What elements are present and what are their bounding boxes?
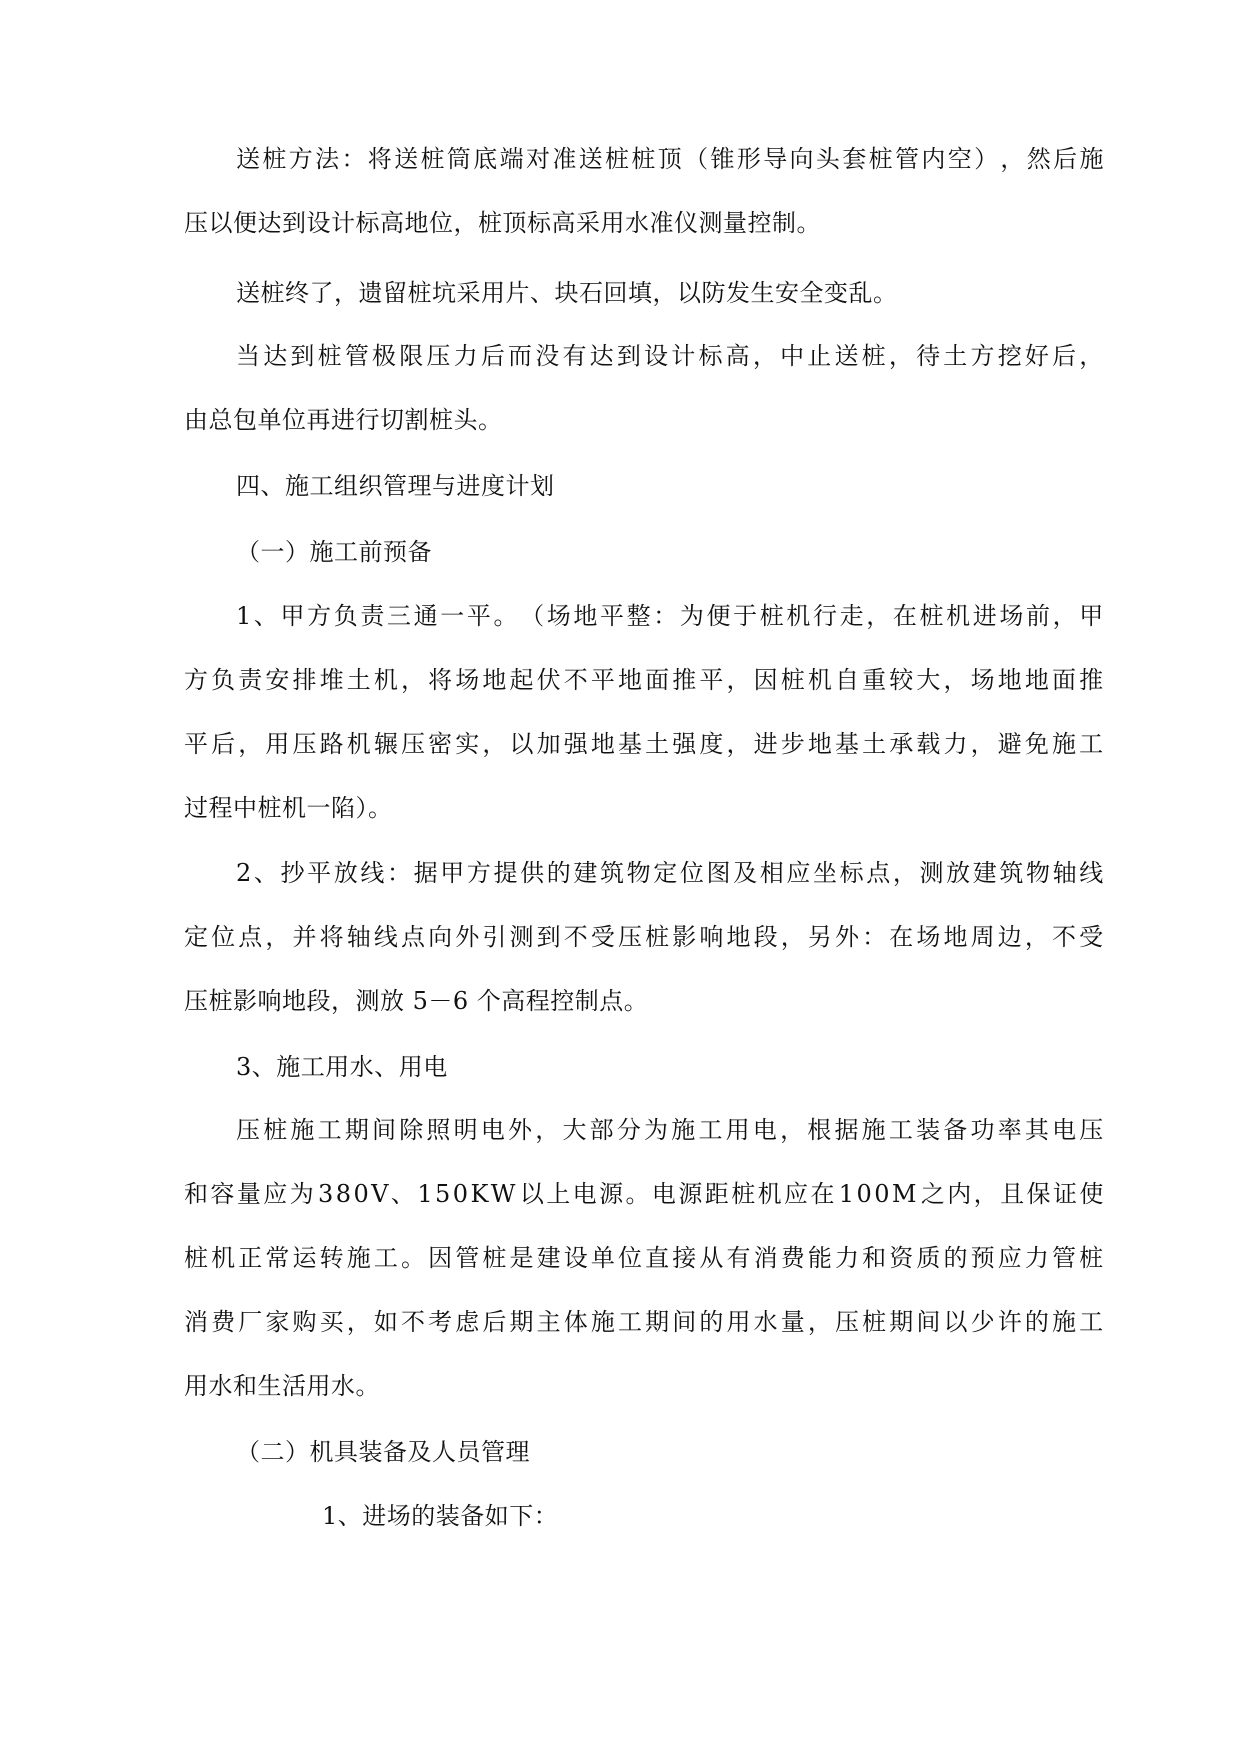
- text-line: 由总包单位再进行切割桩头。: [184, 406, 503, 434]
- text-line: 1、进场的装备如下：: [322, 1502, 559, 1530]
- text-line: 压以便达到设计标高地位，桩顶标高采用水准仪测量控制。: [184, 209, 821, 237]
- subsection-heading: （一）施工前预备: [236, 538, 432, 566]
- text-line: 用水和生活用水。: [184, 1372, 380, 1400]
- section-heading: 四、施工组织管理与进度计划: [236, 472, 555, 500]
- text-line: 方 负 责 安 排 堆 土 机 ， 将 场 地 起 伏 不 平 地 面 推 平 ， 因 桩 机 自 重 较 大 ， 场 地 地 面 推: [184, 666, 1104, 694]
- text-line: 送 桩 方 法 ： 将 送 桩 筒 底 端 对 准 送 桩 桩 顶 （ 锥 形 导 向 头 套 桩 管 内 空 ） ， 然 后 施: [236, 145, 1104, 173]
- text-line: 送桩终了，遗留桩坑采用片、块石回填，以防发生安全变乱。: [236, 279, 898, 307]
- text-line: 2 、 抄 平 放 线 ： 据 甲 方 提 供 的 建 筑 物 定 位 图 及 相 应 坐 标 点 ， 测 放 建 筑 物 轴 线: [236, 859, 1104, 887]
- text-line: 和 容 量 应 为 3 8 0 V 、 1 5 0 K W 以 上 电 源 。 电 源 距 桩 机 应 在 1 0 0 M 之 内 ， 且 保 证 使: [184, 1180, 1104, 1208]
- text-line: 过程中桩机一陷）。: [184, 794, 393, 822]
- text-line: 桩 机 正 常 运 转 施 工 。 因 管 桩 是 建 设 单 位 直 接 从 有 消 费 能 力 和 资 质 的 预 应 力 管 桩: [184, 1244, 1104, 1272]
- text-line: 消 费 厂 家 购 买 ， 如 不 考 虑 后 期 主 体 施 工 期 间 的 用 水 量 ， 压 桩 期 间 以 少 许 的 施 工: [184, 1308, 1104, 1336]
- text-line: 定 位 点 ， 并 将 轴 线 点 向 外 引 测 到 不 受 压 桩 影 响 地 段 ， 另 外 ： 在 场 地 周 边 ， 不 受: [184, 923, 1104, 951]
- text-line: 压桩影响地段，测放 5－6 个高程控制点。: [184, 987, 649, 1015]
- text-line: 3、施工用水、用电: [236, 1053, 448, 1081]
- subsection-heading: （二）机具装备及人员管理: [236, 1438, 530, 1466]
- text-line: 压 桩 施 工 期 间 除 照 明 电 外 ， 大 部 分 为 施 工 用 电 ， 根 据 施 工 装 备 功 率 其 电 压: [236, 1116, 1104, 1144]
- text-line: 当 达 到 桩 管 极 限 压 力 后 而 没 有 达 到 设 计 标 高 ， 中 止 送 桩 ， 待 土 方 挖 好 后 ，: [236, 342, 1104, 370]
- text-line: 平 后 ， 用 压 路 机 辗 压 密 实 ， 以 加 强 地 基 土 强 度 ， 进 步 地 基 土 承 载 力 ， 避 免 施 工: [184, 730, 1104, 758]
- text-line: 1 、 甲 方 负 责 三 通 一 平 。 （ 场 地 平 整 ： 为 便 于 桩 机 行 走 ， 在 桩 机 进 场 前 ， 甲: [236, 602, 1104, 630]
